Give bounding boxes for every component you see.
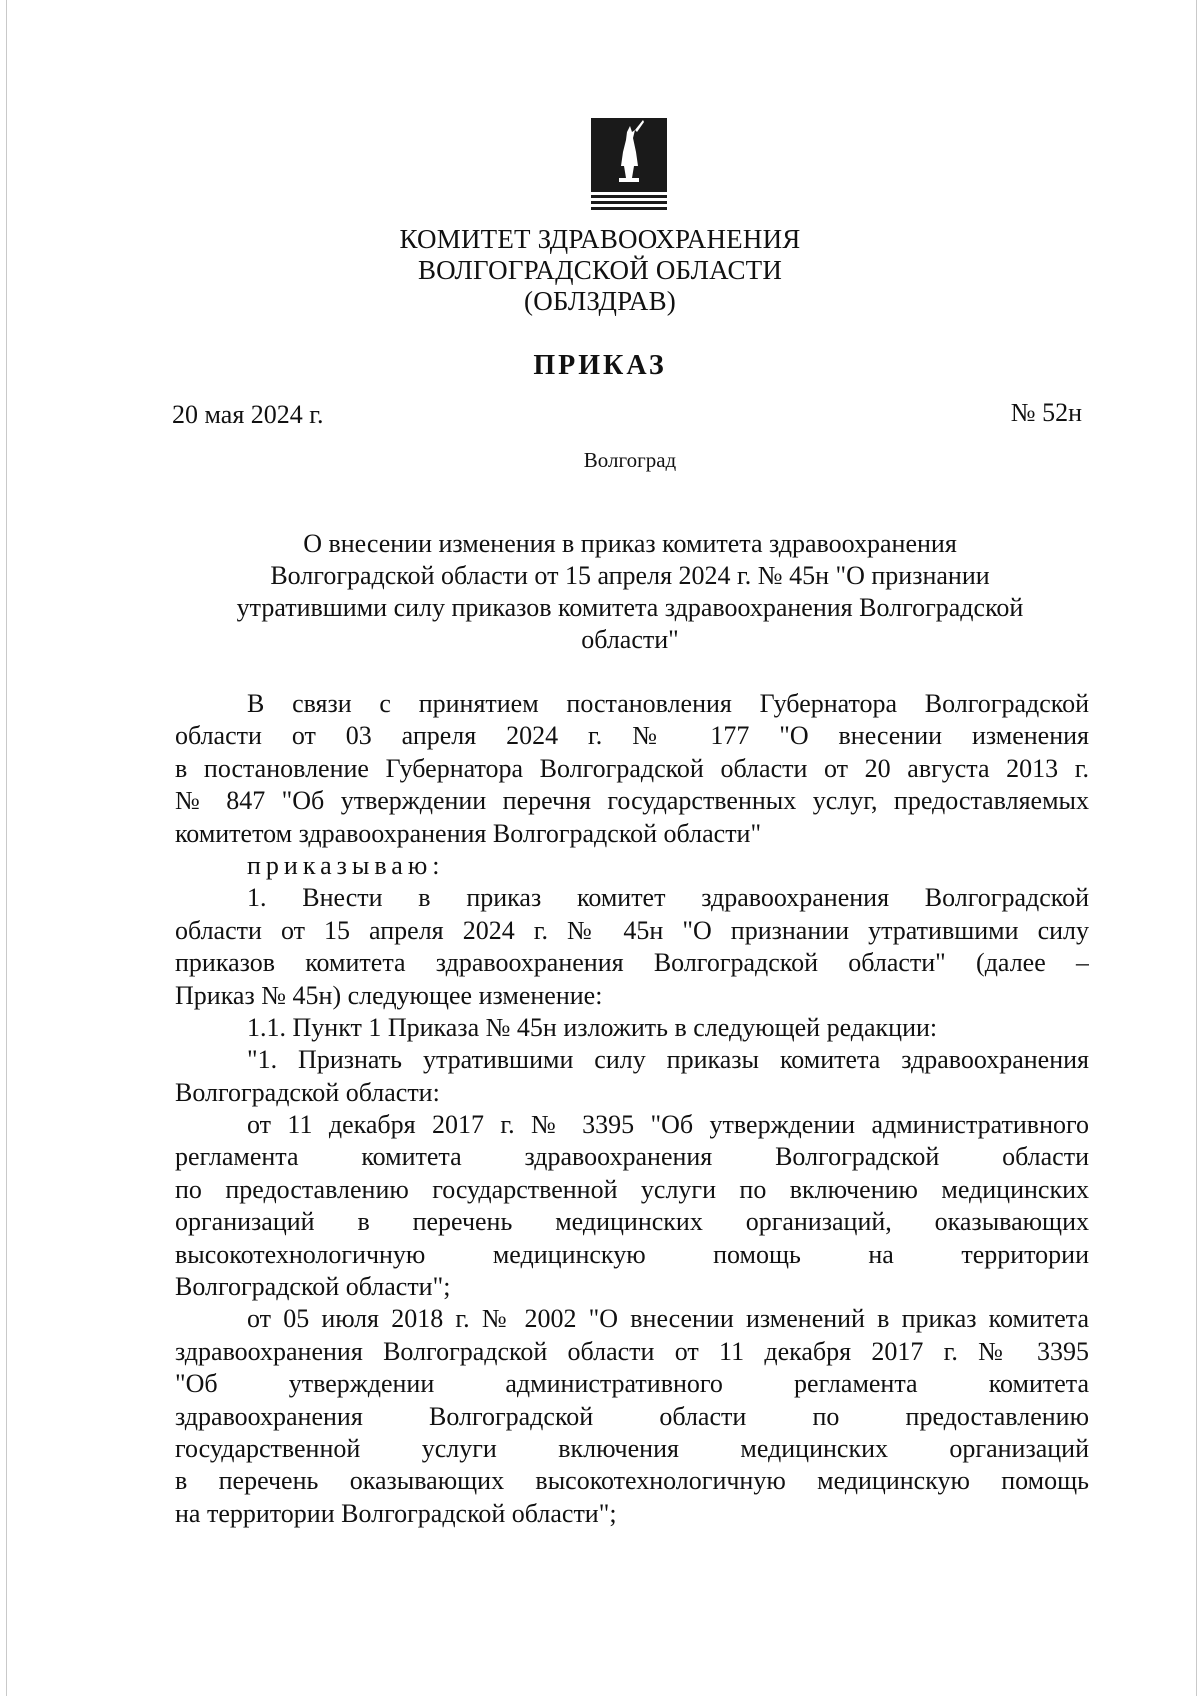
body-line: от 11 декабря 2017 г. № 3395 "Об утверждении административного (247, 1110, 1089, 1140)
body-line: в постановление Губернатора Волгоградской области от 20 августа 2013 г. (175, 753, 1089, 783)
body-line: организаций в перечень медицинских организаций, оказывающих (175, 1207, 1089, 1237)
subject-line: утратившими силу приказов комитета здравоохранения Волгоградской (236, 593, 1024, 622)
order-number: № 52н (1010, 398, 1082, 427)
body-line: 1. Внести в приказ комитет здравоохранения Волгоградской (247, 883, 1089, 913)
header-line-2: ВОЛГОГРАДСКОЙ ОБЛАСТИ (417, 255, 783, 285)
body-line: по предоставлению государственной услуги по включению медицинских (175, 1174, 1089, 1204)
body-line: Волгоградской области: (175, 1077, 440, 1107)
body-line: № 847 "Об утверждении перечня государственных услуг, предоставляемых (175, 786, 1089, 816)
subject-line: Волгоградской области от 15 апреля 2024 г. № 45н "О признании (270, 561, 990, 590)
order-subject (170, 528, 1090, 656)
body-line: 1.1. Пункт 1 Приказа № 45н изложить в следующей редакции: (247, 1012, 938, 1042)
body-line: области от 03 апреля 2024 г. № 177 "О внесении изменения (175, 721, 1089, 751)
body-line: от 05 июля 2018 г. № 2002 "О внесении изменений в приказ комитета (247, 1304, 1089, 1334)
body-line: здравоохранения Волгоградской области по предоставлению (175, 1401, 1089, 1431)
subject-line: области" (581, 625, 679, 654)
body-line: области от 15 апреля 2024 г. № 45н "О признании утратившими силу (175, 915, 1089, 945)
order-body (175, 688, 1089, 1530)
body-line: В связи с принятием постановления Губернатора Волгоградской (247, 689, 1089, 718)
header-line-1: КОМИТЕТ ЗДРАВООХРАНЕНИЯ (399, 224, 801, 254)
order-date: 20 мая 2024 г. (172, 400, 324, 429)
coat-of-arms-emblem (591, 118, 667, 210)
body-line: на территории Волгоградской области"; (175, 1498, 617, 1528)
order-city: Волгоград (583, 448, 677, 472)
organization-header (0, 224, 1200, 317)
body-line: "Об утверждении административного регламента комитета (175, 1369, 1089, 1399)
body-line: комитетом здравоохранения Волгоградской области" (175, 818, 762, 848)
body-line-decree: приказываю: (247, 850, 445, 880)
body-line: государственной услуги включения медицинских организаций (175, 1433, 1089, 1463)
body-line: высокотехнологичную медицинскую помощь на территории (175, 1239, 1089, 1269)
body-line: Волгоградской области"; (175, 1272, 451, 1302)
body-line: "1. Признать утратившими силу приказы комитета здравоохранения (247, 1045, 1089, 1075)
subject-line: О внесении изменения в приказ комитета здравоохранения (303, 529, 957, 558)
document-type: ПРИКАЗ (533, 350, 667, 381)
body-line: в перечень оказывающих высокотехнологичную медицинскую помощь (175, 1466, 1089, 1496)
body-line: регламента комитета здравоохранения Волгоградской области (175, 1142, 1089, 1172)
body-line: здравоохранения Волгоградской области от 11 декабря 2017 г. № 3395 (175, 1336, 1089, 1366)
body-line: приказов комитета здравоохранения Волгоградской области" (далее – (175, 948, 1089, 978)
body-line: Приказ № 45н) следующее изменение: (175, 980, 603, 1010)
header-line-3: (ОБЛЗДРАВ) (524, 286, 676, 316)
